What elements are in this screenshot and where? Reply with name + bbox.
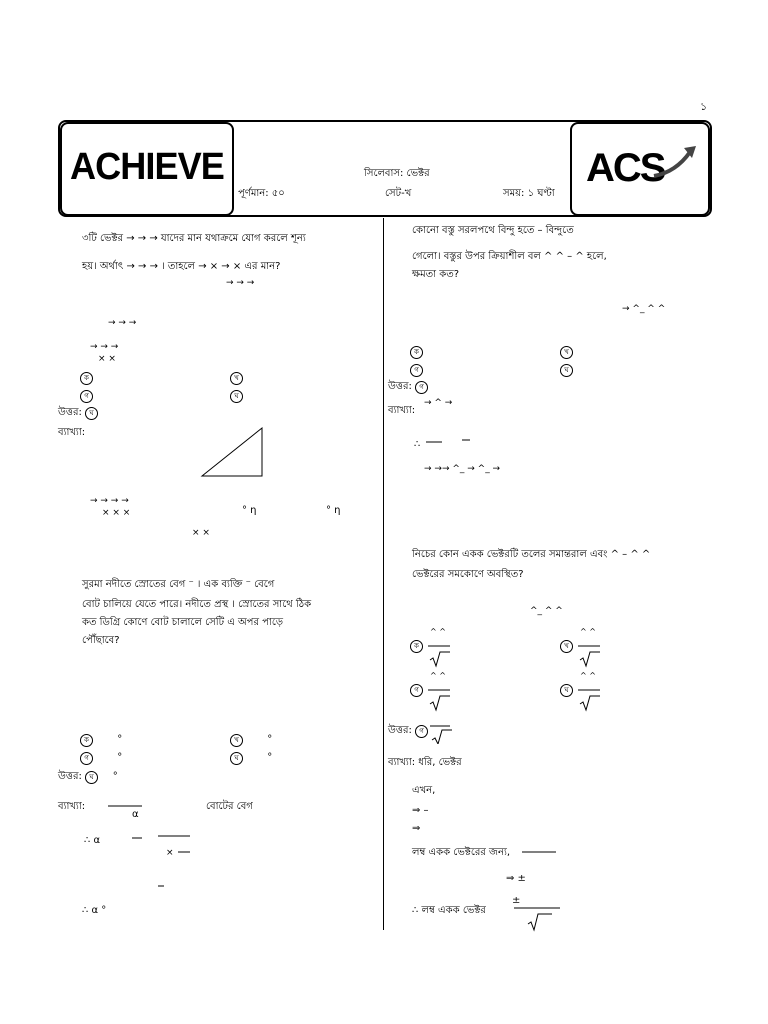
degree-sign: °: [117, 734, 123, 745]
answer-marker: ঘ: [85, 407, 98, 420]
achieve-logo: [60, 122, 234, 216]
q2-line-1: সুরমা নদীতে স্রোতের বেগ ⁻ । এক ব্যক্তি ⁻ বেগে: [82, 579, 275, 590]
q2-answer: [58, 770, 118, 784]
option-marker: ক: [80, 734, 93, 747]
answer-label: উত্তর:: [388, 725, 412, 736]
q3-explanation-label: ব্যাখ্যা:: [388, 405, 416, 416]
q4-option-a[interactable]: [410, 640, 425, 653]
answer-marker: গ: [415, 381, 428, 394]
q1-line-3: → → →: [226, 278, 255, 288]
degree-sign: °: [112, 771, 118, 782]
q3-option-c[interactable]: [410, 364, 425, 377]
q3-option-d[interactable]: [560, 364, 575, 377]
page-number: ১: [700, 100, 708, 113]
fraction-bar: [424, 428, 504, 458]
fraction-bar: [522, 850, 562, 854]
svg-text:^ ^: ^ ^: [430, 671, 446, 680]
q2-therefore-1: ∴ α: [84, 835, 101, 846]
svg-text:^ ^: ^ ^: [430, 627, 446, 636]
q1-vector-row-c: × ×: [98, 354, 116, 364]
acs-logo: [570, 122, 710, 216]
option-marker: খ: [560, 346, 573, 359]
set-label: সেট-খ: [385, 188, 412, 199]
q4-center-formula: ^_ ^ ^: [530, 606, 563, 616]
q4-now: এখন,: [412, 785, 436, 796]
q1-vector-row-a: → → →: [108, 318, 137, 328]
option-marker: ক: [410, 346, 423, 359]
q2-times: ×: [166, 848, 174, 858]
q4-line-2: ভেক্টরের সমকোণে অবস্থিত?: [412, 569, 524, 580]
q2-option-b[interactable]: [230, 734, 272, 747]
minus-sign: [158, 884, 168, 888]
degree-sign: °: [267, 734, 273, 745]
q1-exp-degree-1: ° η: [242, 505, 257, 516]
q2-line-4: পৌঁছাবে?: [82, 635, 120, 646]
answer-label: উত্তর:: [58, 407, 82, 418]
q1-option-d[interactable]: [230, 390, 245, 403]
option-marker: ঘ: [230, 390, 243, 403]
q4-option-c[interactable]: [410, 684, 425, 697]
answer-marker: গ: [415, 725, 428, 738]
q1-answer: [58, 406, 100, 420]
q1-vector-row-b: → → →: [90, 342, 119, 352]
q3-exp-line-1: → ^ →: [424, 398, 453, 408]
option-marker: গ: [410, 364, 423, 377]
option-marker: গ: [80, 390, 93, 403]
q3-option-a[interactable]: [410, 346, 425, 359]
q3-answer: [388, 380, 430, 394]
svg-text:^ ^: ^ ^: [580, 671, 596, 680]
q4-line-1: নিচের কোন একক ভেক্টরটি তলের সমান্তরাল এবং ^ – ^ ^: [412, 549, 651, 560]
q1-option-a[interactable]: [80, 372, 95, 385]
full-marks: পূর্ণমান: ৫০: [238, 188, 285, 199]
q1-explanation-label: ব্যাখ্যা:: [58, 427, 86, 438]
answer-label: উত্তর:: [388, 381, 412, 392]
q1-exp-line-2: × × ×: [102, 508, 131, 518]
q1-exp-degree-2: ° η: [326, 505, 341, 516]
answer-sqrt-fraction: [428, 714, 468, 744]
final-sqrt-fraction: [512, 904, 562, 934]
option-marker: ঘ: [560, 364, 573, 377]
q1-line-2: হয়। অর্থাৎ → → → । তাহলে → × → × এর মান?: [82, 261, 281, 272]
q3-exp-therefore: ∴: [414, 439, 421, 450]
option-marker: ঘ: [230, 752, 243, 765]
q3-formula: → ^_ ^ ^: [622, 304, 666, 314]
q3-line-3: ক্ষমতা কত?: [412, 269, 460, 280]
q2-option-d[interactable]: [230, 752, 272, 765]
option-marker: ক: [80, 372, 93, 385]
q2-explanation-label: ব্যাখ্যা:: [58, 801, 86, 812]
q3-line-1: কোনো বস্তু সরলপথে বিন্দু হতে – বিন্দুতে: [412, 225, 574, 236]
q3-line-2: গেলো। বস্তুর উপর ক্রিয়াশীল বল ^ ^ – ^ হলে,: [412, 251, 607, 262]
q4-implies-3: ⇒ ±: [506, 873, 526, 884]
option-marker: ক: [410, 640, 423, 653]
q1-option-b[interactable]: [230, 372, 245, 385]
option-marker: খ: [230, 372, 243, 385]
q2-alpha: α: [132, 809, 139, 820]
svg-text:^ ^: ^ ^: [580, 627, 596, 636]
q3-exp-line-3: → →→ ^_ → ^_ →: [424, 464, 501, 474]
option-marker: গ: [80, 752, 93, 765]
q4-explanation-label: ব্যাখ্যা: ধরি, ভেক্টর: [388, 757, 462, 768]
acs-logo-text: ACS: [586, 146, 665, 190]
q2-line-2: বোট চালিয়ে যেতে পারে। নদীতে প্রস্থ । স্রোতের সাথে ঠিক: [82, 599, 312, 610]
q4-answer: [388, 724, 430, 738]
q2-boat-speed: বোটের বেগ: [206, 801, 253, 812]
triangle-diagram: [198, 424, 268, 480]
q1-line-1: ৩টি ভেক্টর → → → যাদের মান যথাক্রমে যোগ করলে শূন্য: [82, 233, 306, 244]
q1-exp-line-3: × ×: [192, 528, 210, 538]
answer-label: উত্তর:: [58, 771, 82, 782]
q4-implies-1: ⇒ –: [412, 805, 429, 816]
q2-option-c[interactable]: [80, 752, 122, 765]
q2-line-3: কত ডিগ্রি কোণে বোট চালালে সেটি এ অপর পাড়ে: [82, 617, 283, 628]
degree-sign: °: [267, 752, 273, 763]
q4-plus-minus: ±: [512, 895, 521, 906]
q1-exp-line-1: → → → →: [90, 496, 129, 506]
q4-therefore: ∴ লম্ব একক ভেক্টর: [412, 905, 486, 916]
q2-option-a[interactable]: [80, 734, 122, 747]
q4-perp-unit-label: লম্ব একক ভেক্টরের জন্য,: [412, 847, 511, 858]
fraction-bar: [108, 804, 148, 808]
achieve-logo-text: ACHIEVE: [70, 146, 224, 188]
option-marker: খ: [230, 734, 243, 747]
column-divider: [383, 218, 384, 930]
degree-sign: °: [117, 752, 123, 763]
q3-option-b[interactable]: [560, 346, 575, 359]
option-marker: গ: [410, 684, 423, 697]
q2-therefore-2: ∴ α °: [82, 905, 107, 916]
option-marker: খ: [560, 640, 573, 653]
sqrt-fractions: [424, 626, 664, 716]
acs-arrow-icon: [650, 142, 700, 182]
syllabus: সিলেবাস: ভেক্টর: [364, 168, 430, 179]
answer-marker: ঘ: [85, 771, 98, 784]
option-marker: ঘ: [560, 684, 573, 697]
q1-option-c[interactable]: [80, 390, 95, 403]
time-label: সময়: ১ ঘণ্টা: [503, 188, 555, 199]
q4-implies-2: ⇒: [412, 823, 421, 834]
